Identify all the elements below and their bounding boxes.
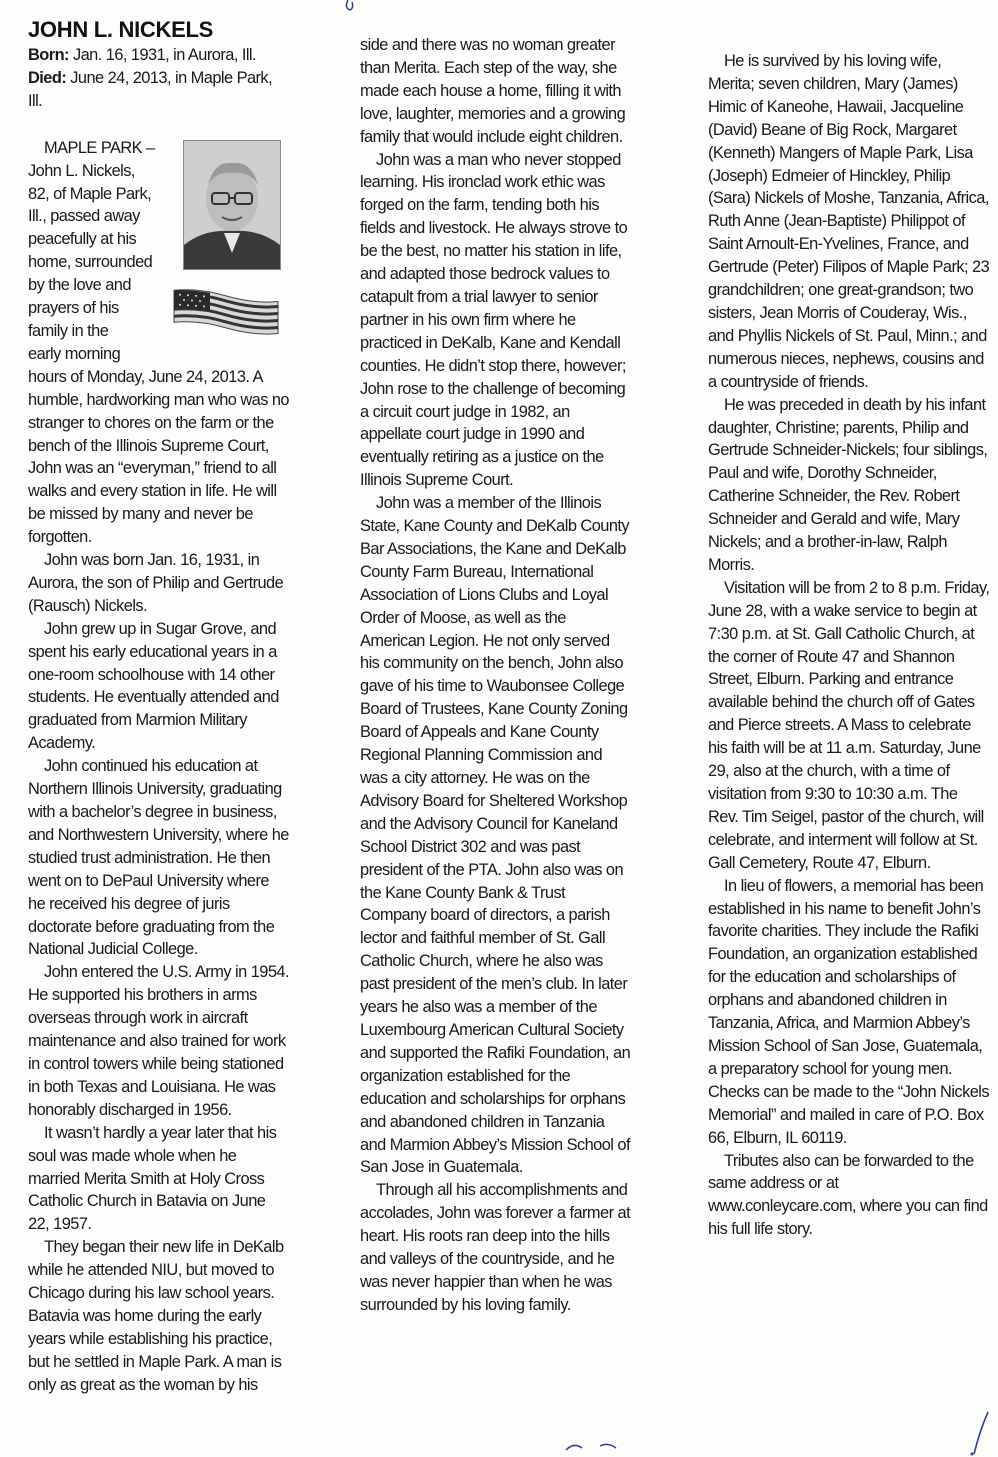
- flag-figure: [170, 288, 282, 336]
- obituary-name: JOHN L. NICKELS: [28, 17, 213, 42]
- col3-paragraph: In lieu of flowers, a memorial has been established in his name to benefit John’s favorite charities. They include the Rafiki Foundation, an organization established for the education and scholarships of orphans and abandoned children in Tanzania, Africa, and Marmion Abbey’s Mission School of San Jose, Guatemala, a preparatory school for young men. Checks can be made to the “John Nickels Memorial” and mailed in care of P.O. Box 66, Elburn, IL 60119.: [708, 876, 990, 1147]
- col3-paragraph: Visitation will be from 2 to 8 p.m. Friday, June 28, with a wake service to begin at 7:30 p.m. at St. Gall Catholic Church, at the corner of Route 47 and Shannon Street, Elburn. Parking and entrance available behind the church off of Gates and Pierce streets. A Mass to celebrate his faith will be at 11 a.m. Saturday, June 29, also at the church, with a time of visitation from 9:30 to 10:30 a.m. The Rev. Tim Seigel, pastor of the church, will celebrate, and interment will follow at St. Gall Cemetery, Route 47, Elburn.: [708, 578, 990, 872]
- died-value: June 24, 2013, in Maple Park, Ill.: [28, 68, 273, 110]
- american-flag-icon: [170, 288, 282, 336]
- intro-line: family in the: [28, 321, 109, 340]
- col2-paragraph: Through all his accomplishments and accolades, John was forever a farmer at heart. His roots ran deep into the hills and valleys of the countryside, and he was never happier than when he was surrounded by his loving family.: [360, 1181, 631, 1314]
- intro-line: prayers of his: [28, 299, 119, 318]
- died-line: [28, 67, 290, 113]
- intro-line: John L. Nickels,: [28, 161, 135, 180]
- died-label: Died:: [28, 68, 67, 87]
- col2-paragraph: John was a member of the Illinois State, Kane County and DeKalb County Bar Associations, the Kane and DeKalb County Farm Bureau, International Association of Lions Clubs and Loyal Order of Moose, as well as the American Legion. He not only served his community on the bench, John also gave of his time to Waubonsee College Board of Trustees, Kane County Zoning Board of Appeals and Kane County Regional Planning Commission and was a city attorney. He was on the Advisory Board for Sheltered Workshop and the Advisory Council for Kaneland School District 302 and was past president of the PTA. John also was on the Kane County Bank & Trust Company board of directors, a parish lector and faithful member of St. Gall Catholic Church, where he also was past president of the men’s club. In later years he also was a member of the Luxembourg American Cultural Society and supported the Rafiki Foundation, an organization established for the education and scholarships for orphans and abandoned children in Tanzania and Marmion Abbey’s Mission School of San Jose in Guatemala.: [360, 494, 631, 1177]
- col3-paragraph: He was preceded in death by his infant daughter, Christine; parents, Philip and Gertrude Schneider-Nickels; four siblings, Paul and wife, Dorothy Schneider, Catherine Schneider, the Rev. Robert Schneider and Gerald and wife, Mary Nickels; and a brother-in-law, Ralph Morris.: [708, 395, 988, 574]
- intro-line: by the love and: [28, 276, 131, 295]
- col1-paragraph: John grew up in Sugar Grove, and spent his early educational years in a one-room schoolhouse with 14 other students. He eventually attended and graduated from Marmion Military Academy.: [28, 619, 279, 753]
- portrait-figure: [184, 141, 280, 269]
- pen-mark-bottom: [560, 1438, 640, 1457]
- column-3: [708, 50, 990, 1241]
- born-line: [28, 44, 290, 67]
- pen-mark-corner: [966, 1410, 996, 1457]
- intro-line: home, surrounded: [28, 253, 153, 272]
- col1-paragraph: hours of Monday, June 24, 2013. A humble, hardworking man who was no stranger to chores on the farm or the bench of the Illinois Supreme Court, John was an “everyman,” friend to all walks and every station in life. He will be missed by many and never be forgotten.: [28, 367, 289, 547]
- intro-line: 82, of Maple Park,: [28, 184, 152, 203]
- intro-line: MAPLE PARK –: [44, 138, 155, 157]
- column-2: [360, 34, 632, 1317]
- col1-paragraph: John continued his education at Northern Illinois University, graduating with a bachelor’s degree in business, and Northwestern University, where he studied trust administration. He then went on to DePaul University where he received his degree of juris doctorate before graduating from the National Judicial College.: [28, 757, 289, 959]
- col3-paragraph: Tributes also can be forwarded to the same address or at www.conleycare.com, where you can find his full life story.: [708, 1151, 988, 1239]
- col1-paragraph: It wasn’t hardly a year later that his soul was made whole when he married Merita Smith at Holy Cross Catholic Church in Batavia on June 22, 1957.: [28, 1123, 277, 1234]
- col3-paragraph: He is survived by his loving wife, Merita; seven children, Mary (James) Himic of Kaneohe, Hawaii, Jacqueline (David) Beane of Big Rock, Margaret (Kenneth) Mangers of Maple Park, Lisa (Joseph) Edmeier of Hinckley, Philip (Sara) Nickels of Moshe, Tanzania, Africa, Ruth Anne (Jean-Baptiste) Philippot of Saint Arnoult-En-Yvelines, France, and Gertrude (Peter) Filipos of Maple Park; 23 grandchildren; one great-grandson; two sisters, Jean Morris of Couderay, Wis., and Phyllis Nickels of St. Paul, Minn.; and numerous nieces, nephews, cousins and a countryside of friends.: [708, 52, 990, 391]
- born-value: Jan. 16, 1931, in Aurora, Ill.: [72, 46, 257, 64]
- pen-mark-top: [340, 0, 360, 14]
- intro-line: peacefully at his: [28, 230, 137, 249]
- intro-line: Ill., passed away: [28, 207, 140, 226]
- portrait-photo: [183, 140, 281, 270]
- intro-line: early morning: [28, 344, 121, 363]
- col1-paragraph: They began their new life in DeKalb while he attended NIU, but moved to Chicago during his law school years. Batavia was home during the early years while establishing his practice, but he settled in Maple Park. A man is only as great as the woman by his: [28, 1238, 284, 1394]
- intro-narrow-block: [28, 137, 166, 366]
- col1-paragraph: John entered the U.S. Army in 1954. He supported his brothers in arms overseas through work in aircraft maintenance and also trained for work in control towers while being stationed in both Texas and Louisiana. He was honorably discharged in 1956.: [28, 963, 289, 1119]
- col2-paragraph: John was a man who never stopped learning. His ironclad work ethic was forged on the farm, tending both his fields and livestock. He always strove to be the best, no matter his station in life, and adapted those bedrock values to catapult from a trial lawyer to senior partner in his own firm where he practiced in DeKalb, Kane and Kendall counties. He didn’t stop there, however; John rose to the challenge of becoming a circuit court judge in 1982, an appellate court judge in 1990 and eventually retiring as a justice on the Illinois Supreme Court.: [360, 150, 628, 490]
- born-label: Born:: [28, 46, 69, 64]
- col2-paragraph: side and there was no woman greater than Merita. Each step of the way, she made each house a home, filling it with love, laughter, memories and a growing family that would include eight children.: [360, 36, 626, 146]
- col1-paragraph: John was born Jan. 16, 1931, in Aurora, the son of Philip and Gertrude (Rausch) Nickels.: [28, 551, 284, 615]
